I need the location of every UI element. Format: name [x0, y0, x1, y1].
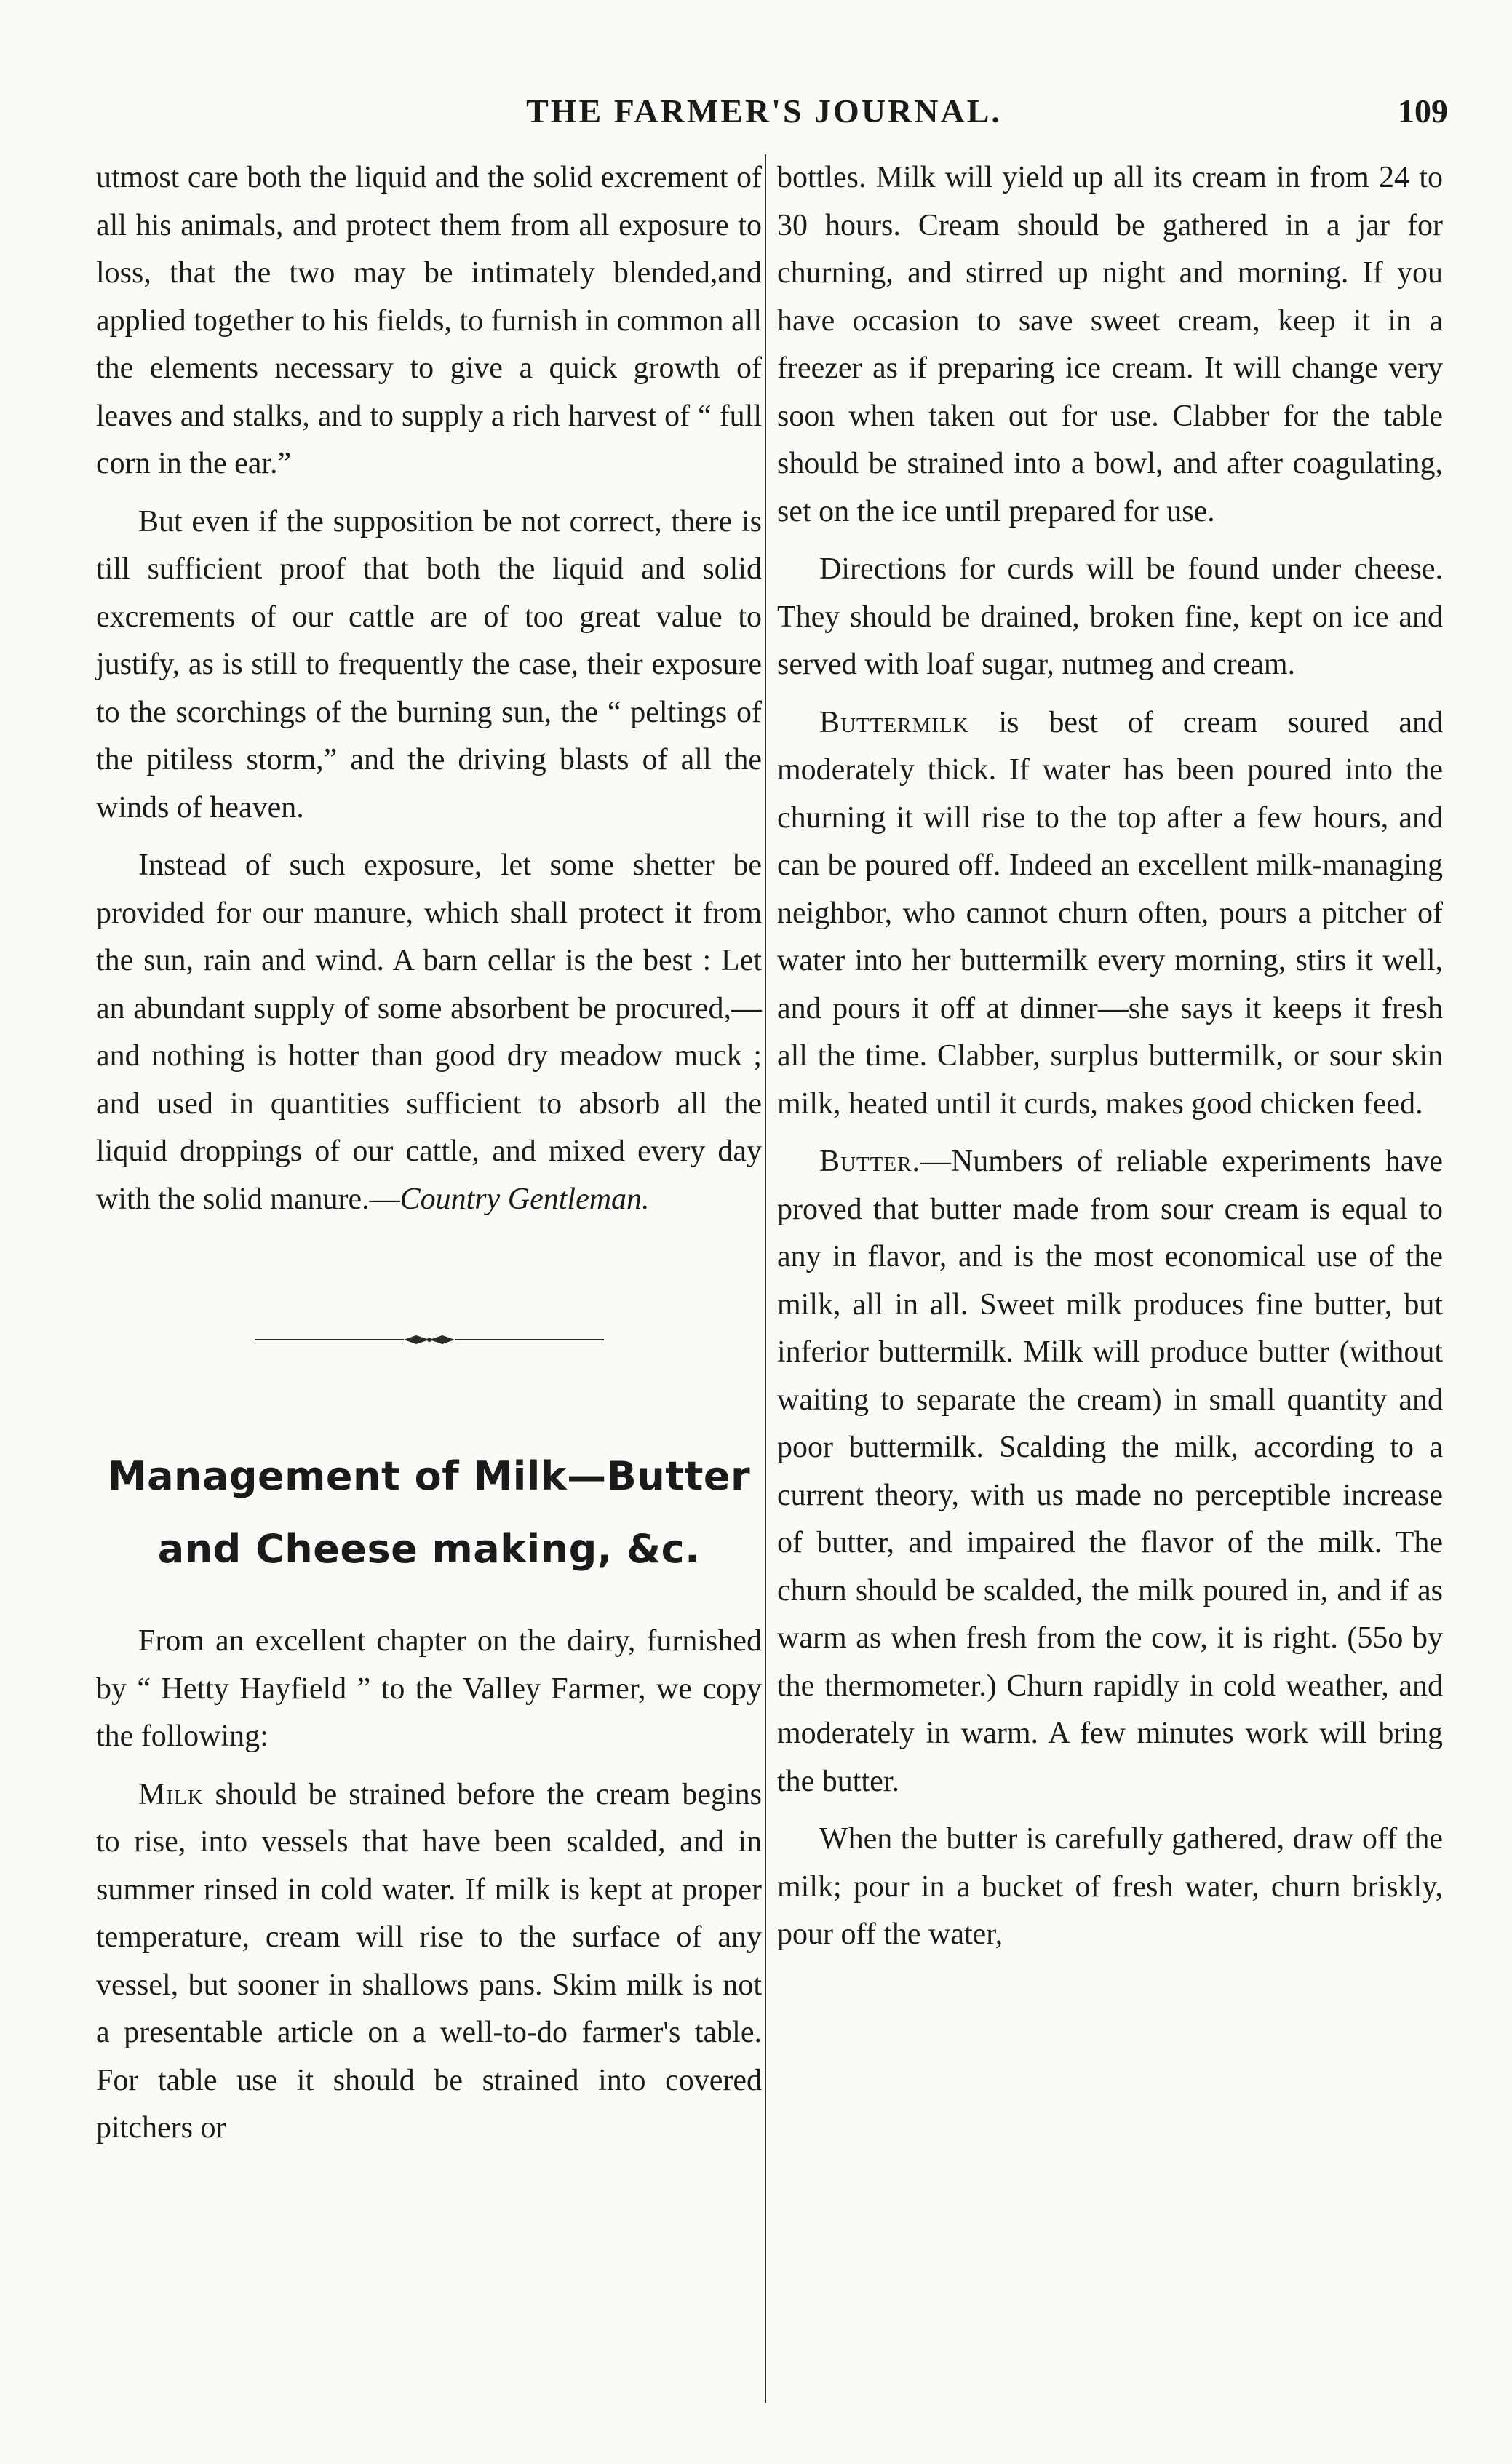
paragraph: bottles. Milk will yield up all its cream in from 24 to 30 hours. Cream should be gathered in a jar for churning, and stirred up night and morning. If you have occasion to save sweet cream, keep it in a freezer as if preparing ice cream. It will change very soon when taken out for use. Clabber for the table should be strained into a bowl, and after coagulating, set on the ice until prepared for use.: [777, 161, 1443, 528]
paragraph: [777, 699, 1443, 1129]
section-divider: [255, 1332, 604, 1347]
left-column: [96, 154, 762, 2163]
paragraph: But even if the supposition be not correct, there is till sufficient proof that both the liquid and solid excrements of our cattle are of too great value to justify, as is still to frequently the case, their exposure to the scorchings of the burning sun, the “ peltings of the pitiless storm,” and the driving blasts of all the winds of heaven.: [96, 504, 762, 824]
subhead: Buttermilk: [819, 705, 969, 739]
paragraph-text: —Numbers of reliable experiments have proved that butter made from sour cream is equal to any in flavor, and is the most economical use of the milk, all in all. Sweet milk produces fine butter, but inferior buttermilk. Milk will produce butter (without waiting to separate the cream) in small quantity and poor buttermilk. Scalding the milk, according to a current theory, with us made no perceptible increase of butter, and impaired the flavor of the milk. The churn should be scalded, the milk poured in, and if as warm as when fresh from the cow, it is right. (55o by the thermometer.) Churn rapidly in cold weather, and moderately in warm. A few minutes work will bring the butter.: [777, 1145, 1443, 1798]
paragraph-text: is best of cream soured and moderately thick. If water has been poured into the churning it will rise to the top after a few hours, and can be poured off. Indeed an excellent milk-managing neighbor, who cannot churn often, pours a pitcher of water into her buttermilk every morning, stirs it well, and pours it off at dinner—she says it keeps it fresh all the time. Clabber, surplus buttermilk, or sour skin milk, heated until it curds, makes good chicken feed.: [777, 705, 1443, 1121]
divider-ornament-icon: [255, 1332, 604, 1347]
right-column: [777, 154, 1443, 1969]
article-title-line: Management of Milk—Butter: [107, 1453, 751, 1499]
paragraph-text: should be strained before the cream begins to rise, into vessels that have been scalded, and in summer rinsed in cold water. If milk is kept at proper temperature, cream will rise to the surface of any vessel, but sooner in shallows pans. Skim milk is not a presentable article on a well-to-do farmer's table. For table use it should be strained into covered pitchers or: [96, 1777, 762, 2145]
column-rule: [765, 154, 766, 2403]
paragraph: utmost care both the liquid and the solid excrement of all his animals, and protect them from all exposure to loss, that the two may be intimately blended,and applied together to his fields, to furnish in common all the elements necessary to give a quick growth of leaves and stalks, and to supply a rich harvest of “ full corn in the ear.”: [96, 161, 762, 480]
article-title-line: and Cheese making, &c.: [157, 1526, 701, 1572]
paragraph: When the butter is carefully gathered, draw off the milk; pour in a bucket of fresh water, churn briskly, pour off the water,: [777, 1822, 1443, 1951]
paragraph: Directions for curds will be found under cheese. They should be drained, broken fine, kept on ice and served with loaf sugar, nutmeg and cream.: [777, 552, 1443, 681]
page-number: 109: [1398, 92, 1448, 130]
page-header: [80, 86, 1448, 137]
paragraph: [777, 1138, 1443, 1805]
subhead: Butter.: [819, 1145, 920, 1178]
paragraph-text: Instead of such exposure, let some shetter be provided for our manure, which shall protect it from the sun, rain and wind. A barn cellar is the best : Let an abundant supply of some absorbent be procured,— and nothing is hotter than good dry meadow muck ; and used in quantities sufficient to absorb all the liquid droppings of our cattle, and mixed every day with the solid manure.—: [96, 849, 762, 1216]
paragraph: [96, 842, 762, 1223]
subhead: Milk: [138, 1777, 204, 1811]
article-intro: From an excellent chapter on the dairy, furnished by “ Hetty Hayfield ” to the Valley Farmer, we copy the following:: [96, 1624, 762, 1753]
source-credit: Country Gentleman.: [399, 1182, 650, 1216]
paragraph: [96, 1771, 762, 2153]
running-head: THE FARMER'S JOURNAL.: [526, 92, 1002, 130]
article-title: [96, 1440, 762, 1586]
